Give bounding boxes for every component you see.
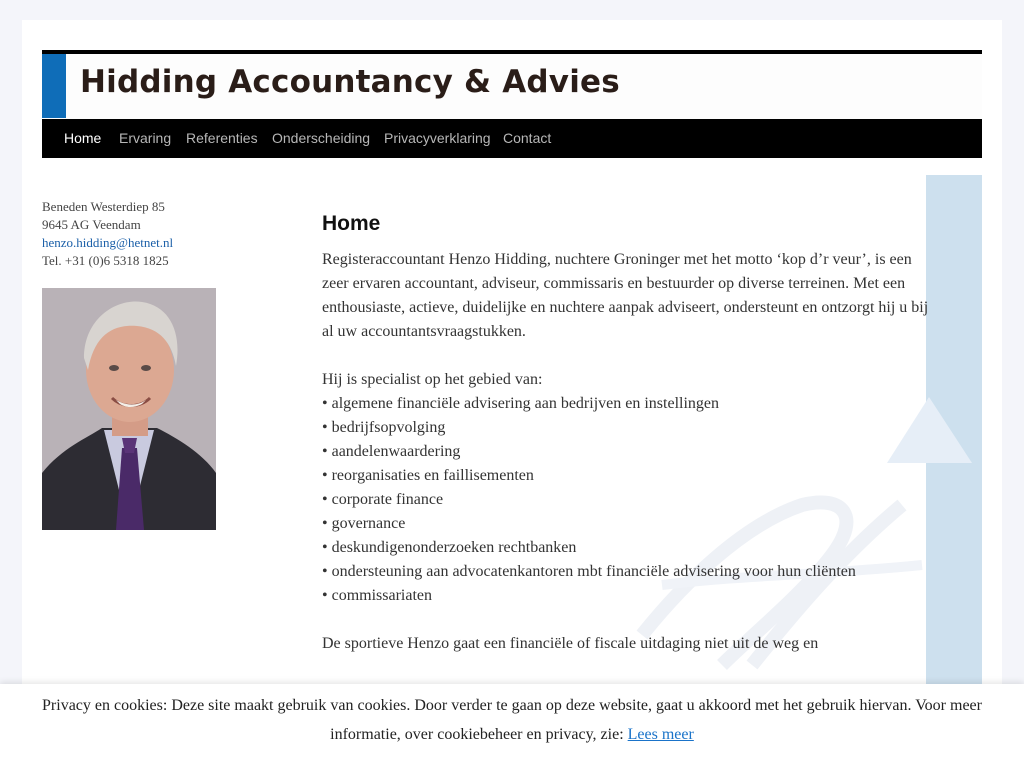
cookie-text: Privacy en cookies: Deze site maakt gebruik van cookies. Door verder te gaan op deze website, gaat u akkoord met het gebruik hiervan. Voor meer informatie, over cookiebeheer en privacy, zie:: [42, 697, 982, 743]
cookie-banner: [0, 684, 1024, 768]
cookie-message: [22, 691, 1002, 749]
portrait-photo: [42, 288, 216, 530]
list-item: • aandelenwaardering: [322, 443, 461, 460]
address-line: Beneden Westerdiep 85: [42, 199, 165, 214]
specialties-block: [322, 368, 932, 608]
phone-number: Tel. +31 (0)6 5318 1825: [42, 253, 169, 268]
intro-paragraph: Registeraccountant Henzo Hidding, nuchtere Groninger met het motto ‘kop d’r veur’, is een zeer ervaren accountant, adviseur, commissaris en bestuurder op diverse terreinen. Met een enthousiaste, actieve, duidelijke en nuchtere aanpak adviseert, ondersteunt en ontzorgt hij u bij al uw accountantsvraagstukken.: [322, 251, 929, 340]
read-more-link[interactable]: Lees meer: [627, 726, 694, 743]
site-header: [42, 50, 982, 122]
decorative-side-bar: [926, 175, 982, 768]
nav-item-home[interactable]: Home: [64, 130, 102, 146]
list-item: • reorganisaties en faillisementen: [322, 467, 534, 484]
nav-item-onderscheiding[interactable]: Onderscheiding: [272, 130, 371, 146]
list-item: • bedrijfsopvolging: [322, 419, 446, 436]
postal-city: 9645 AG Veendam: [42, 217, 141, 232]
main-navigation: [42, 119, 982, 158]
list-item: • governance: [322, 515, 406, 532]
site-title[interactable]: Hidding Accountancy & Advies: [80, 64, 620, 100]
closing-paragraph: De sportieve Henzo gaat een financiële of fiscale uitdaging niet uit de weg en: [322, 635, 819, 652]
nav-item-privacyverklaring[interactable]: Privacyverklaring: [384, 130, 491, 146]
page-title: Home: [322, 212, 381, 235]
contact-sidebar: [42, 198, 282, 270]
list-item: • deskundigenonderzoeken rechtbanken: [322, 539, 577, 556]
nav-item-contact[interactable]: Contact: [503, 130, 552, 146]
list-item: • corporate finance: [322, 491, 444, 508]
nav-item-ervaring[interactable]: Ervaring: [119, 130, 172, 146]
portrait-icon: [42, 288, 216, 530]
header-accent-stripe: [42, 54, 66, 118]
email-link[interactable]: henzo.hidding@hetnet.nl: [42, 235, 174, 250]
list-item: • ondersteuning aan advocatenkantoren mbt financiële advisering voor hun cliënten: [322, 563, 856, 580]
list-item: • commissariaten: [322, 587, 433, 604]
list-item: • algemene financiële advisering aan bedrijven en instellingen: [322, 395, 719, 412]
main-content: [322, 210, 932, 680]
nav-item-referenties[interactable]: Referenties: [186, 130, 258, 146]
specialties-intro: Hij is specialist op het gebied van:: [322, 371, 543, 388]
